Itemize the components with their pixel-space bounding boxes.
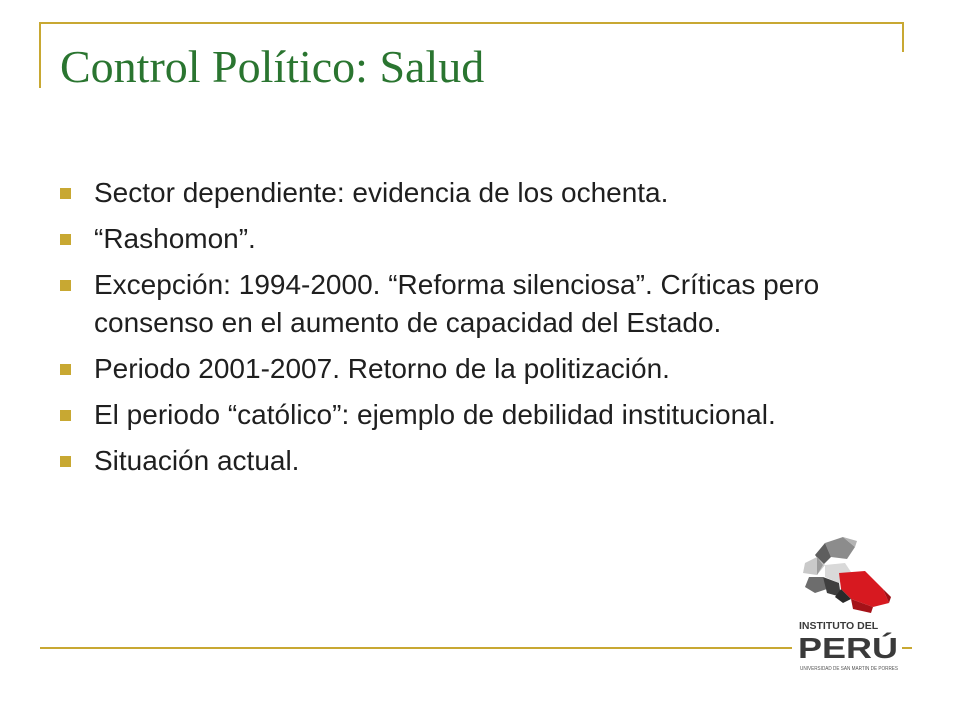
bullet-square-icon bbox=[60, 410, 71, 421]
bullet-text: Sector dependiente: evidencia de los ochenta. bbox=[94, 177, 669, 208]
bullet-item bbox=[60, 174, 910, 212]
right-frame-line bbox=[902, 22, 904, 52]
peru-map-icon bbox=[803, 537, 891, 613]
bullet-item bbox=[60, 350, 910, 388]
bullet-list bbox=[60, 174, 910, 488]
footer-rule-tick bbox=[902, 647, 912, 649]
left-frame-line bbox=[39, 22, 41, 88]
bullet-item bbox=[60, 396, 910, 434]
bullet-square-icon bbox=[60, 280, 71, 291]
top-frame-line bbox=[39, 22, 904, 24]
logo-line-2: PERÚ bbox=[798, 633, 879, 665]
bullet-text: “Rashomon”. bbox=[94, 223, 256, 254]
bullet-text: Excepción: 1994-2000. “Reforma silenciosa”. Críticas pero consenso en el aumento de capacidad del Estado. bbox=[94, 269, 820, 338]
instituto-del-peru-logo bbox=[795, 533, 903, 683]
bullet-item bbox=[60, 220, 910, 258]
bullet-square-icon bbox=[60, 234, 71, 245]
bullet-square-icon bbox=[60, 364, 71, 375]
logo-line-3: UNIVERSIDAD DE SAN MARTIN DE PORRES bbox=[800, 666, 899, 672]
bullet-text: Situación actual. bbox=[94, 445, 300, 476]
bullet-square-icon bbox=[60, 188, 71, 199]
slide-title: Control Político: Salud bbox=[60, 41, 485, 92]
bullet-text: Periodo 2001-2007. Retorno de la politización. bbox=[94, 353, 670, 384]
footer-rule bbox=[40, 647, 792, 649]
bullet-item bbox=[60, 442, 910, 480]
logo-line-1: INSTITUTO DEL bbox=[799, 620, 879, 632]
bullet-square-icon bbox=[60, 456, 71, 467]
bullet-item bbox=[60, 266, 910, 342]
bullet-text: El periodo “católico”: ejemplo de debilidad institucional. bbox=[94, 399, 776, 430]
